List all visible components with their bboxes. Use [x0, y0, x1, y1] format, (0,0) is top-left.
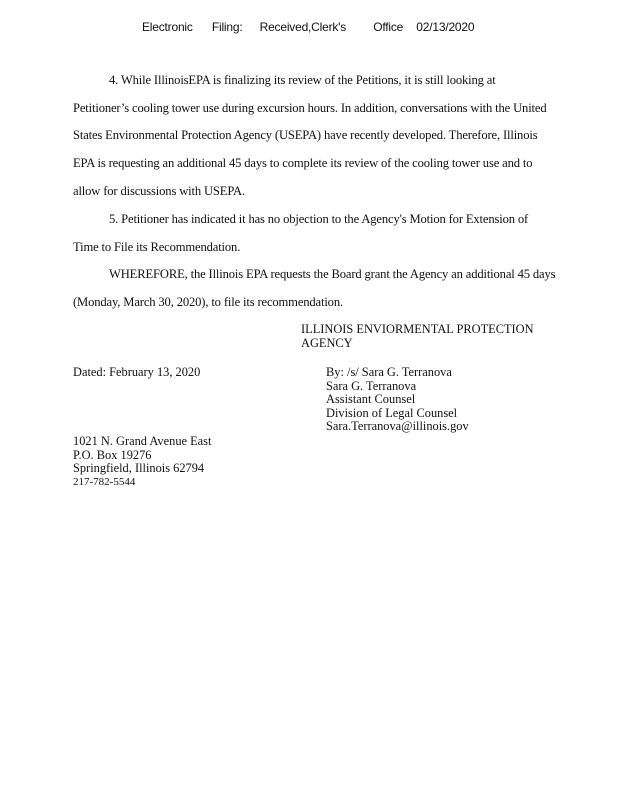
paragraph-4-line-3: States Environmental Protection Agency (USEPA) have recently developed. Therefore, Illinois	[73, 128, 538, 142]
agency-name-line-1: ILLINOIS ENVIORMENTAL PROTECTION	[301, 322, 534, 336]
wherefore-line-1: WHEREFORE, the Illinois EPA requests the Board grant the Agency an additional 45 days	[109, 267, 556, 281]
agency-name	[301, 323, 534, 350]
signature-block	[326, 366, 469, 434]
dated-line: Dated: February 13, 2020	[73, 365, 201, 379]
signature-by: By: /s/ Sara G. Terranova	[326, 365, 452, 379]
signature-name: Sara G. Terranova	[326, 378, 417, 393]
paragraph-4-line-4: EPA is requesting an additional 45 days to complete its review of the cooling tower use and to	[73, 156, 533, 170]
paragraph-4-line-1: 4. While IllinoisEPA is finalizing its review of the Petitions, it is still looking at	[109, 73, 496, 87]
address-block	[73, 435, 211, 489]
header-electronic: Electronic	[142, 20, 193, 34]
header-date: 02/13/2020	[416, 20, 475, 34]
address-city: Springfield, Illinois 62794	[73, 461, 205, 476]
filing-stamp-header	[142, 20, 474, 34]
header-received: Received,Clerk's	[259, 20, 347, 34]
header-filing: Filing:	[211, 20, 243, 34]
address-po-box: P.O. Box 19276	[73, 447, 152, 462]
address-street: 1021 N. Grand Avenue East	[73, 434, 212, 448]
address-phone: 217-782-5544	[73, 475, 136, 488]
signature-title: Assistant Counsel	[326, 392, 416, 407]
signature-division: Division of Legal Counsel	[326, 405, 458, 420]
wherefore-line-2: (Monday, March 30, 2020), to file its recommendation.	[73, 295, 343, 309]
paragraph-5-line-1: 5. Petitioner has indicated it has no objection to the Agency's Motion for Extension of	[109, 212, 529, 226]
header-office: Office	[373, 20, 404, 34]
paragraph-4-line-2: Petitioner’s cooling tower use during excursion hours. In addition, conversations with the United	[73, 101, 547, 115]
paragraph-4-line-5: allow for discussions with USEPA.	[73, 184, 245, 198]
paragraph-5-line-2: Time to File its Recommendation.	[73, 240, 241, 254]
agency-name-line-2: AGENCY	[301, 335, 353, 350]
signature-email: Sara.Terranova@illinois.gov	[326, 419, 469, 434]
